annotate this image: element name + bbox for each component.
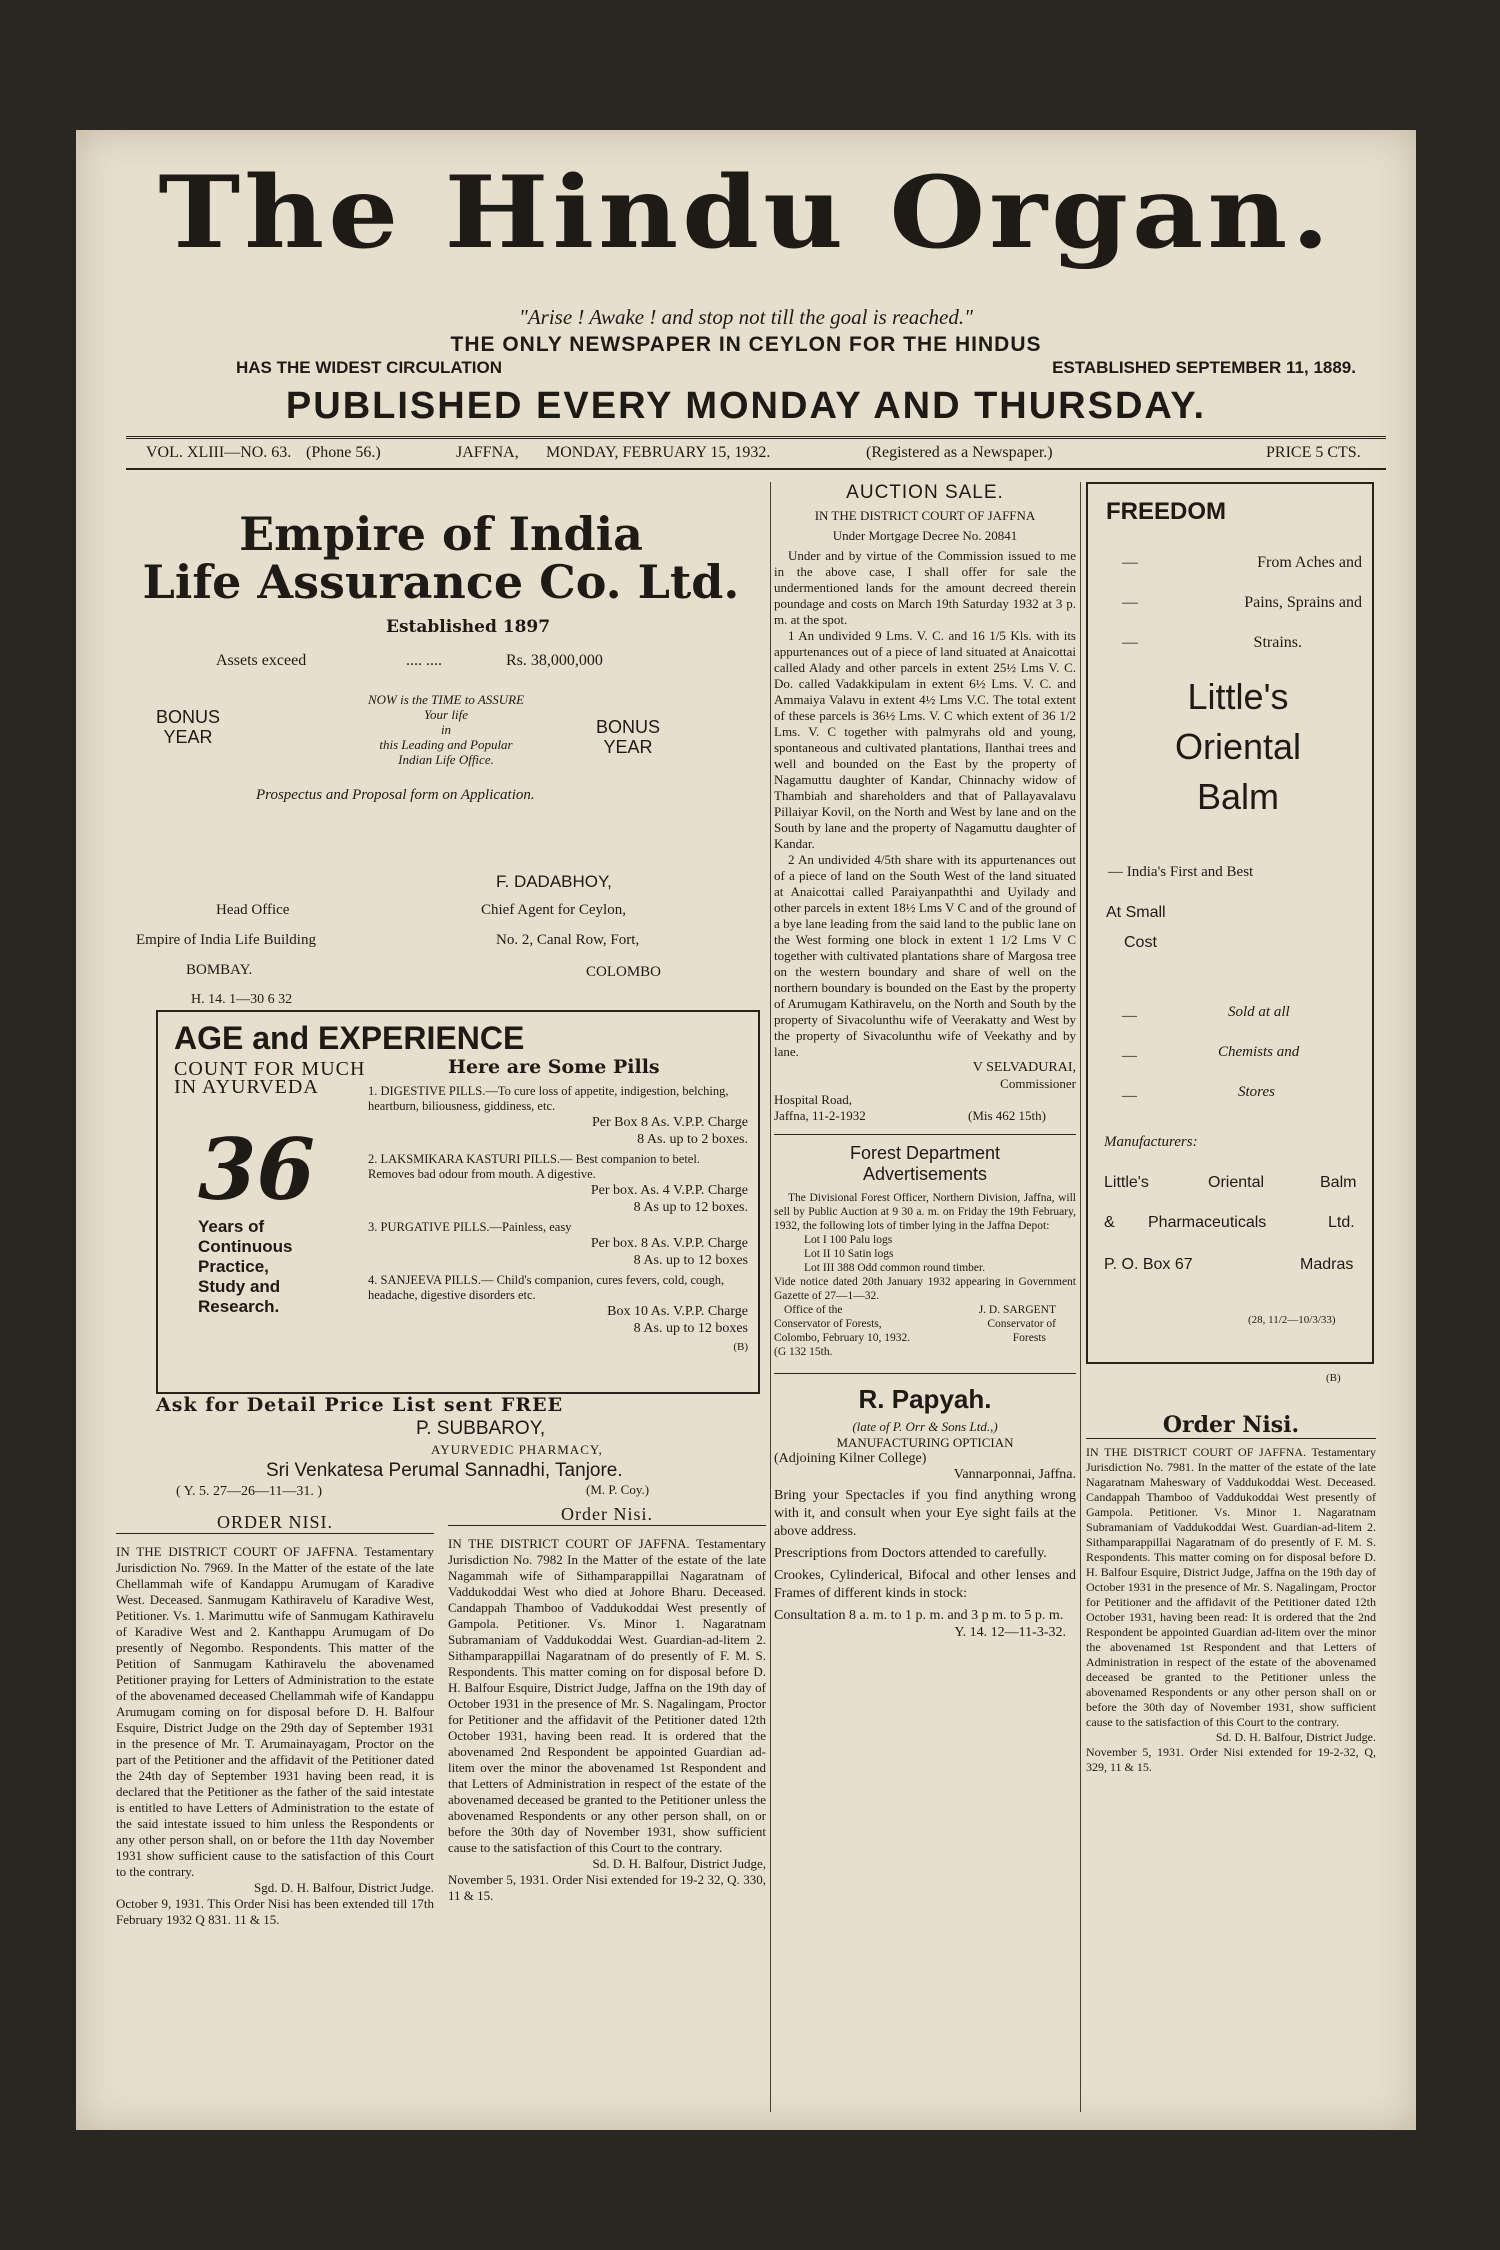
tagline: THE ONLY NEWSPAPER IN CEYLON FOR THE HINDUS bbox=[450, 333, 1042, 356]
product-name-2: Oriental bbox=[1174, 726, 1302, 767]
pill-price: Per box. 8 As. V.P.P. Charge bbox=[590, 1236, 748, 1251]
auction-body-2: 1 An undivided 9 Lms. V. C. and 16 1/5 Kls. with its appurtenances out of a piece of land situated at Anaicottai called Alady and other parcels in extent 25½ Lms V. C. Do. called Vadakkipulam in extent 6½ Lms. V. C. and Ammaiya Valavu in extent 4½ Lms V.C. The total extent of these parcels is 36½ Lms. V. C which extent of 36 1/2 Lms. V. C together with palmyrahs old and young, spontaneous and cultivated plantations, Ilanthai trees and well and bounded on the East by the property of Nagamuttu daughter of Kandar, Chinnachy widow of Thambiah and shareholders and that of Pallayavalavu Pillaiyar Kovil, on the North and West by lane and on the South by lane and the property of Nagamuttu daughter of Kandar. bbox=[774, 628, 1076, 851]
motto: "Arise ! Awake ! and stop not till the goal is reached." bbox=[519, 305, 973, 329]
auction-signer-title: Commissioner bbox=[1000, 1076, 1076, 1091]
circulation-text: HAS THE WIDEST CIRCULATION bbox=[236, 358, 503, 377]
mfr-6: Ltd. bbox=[1328, 1214, 1355, 1231]
freedom-title: FREEDOM bbox=[1106, 498, 1226, 525]
age-headline: AGE and EXPERIENCE bbox=[174, 1020, 525, 1056]
pill-price-note: 8 As. up to 2 boxes. bbox=[637, 1132, 748, 1147]
right-column bbox=[1086, 482, 1376, 2122]
newspaper-page bbox=[76, 130, 1416, 2130]
mfr-1: Little's bbox=[1104, 1174, 1149, 1191]
assets-label: Assets exceed bbox=[216, 652, 307, 669]
order-nisi-3 bbox=[1086, 1412, 1376, 1775]
head-office-city: BOMBAY. bbox=[186, 962, 253, 978]
assure-indian: Indian Life Office. bbox=[398, 752, 494, 767]
bonus-year-left: BONUS YEAR bbox=[156, 707, 221, 747]
product-name bbox=[1108, 672, 1368, 822]
freedom-line-2: — Pains, Sprains and bbox=[1122, 594, 1362, 611]
empire-title-line2: Life Assurance Co. Ltd. bbox=[142, 555, 740, 609]
order-nisi-2 bbox=[448, 1504, 766, 2054]
pill-item bbox=[368, 1084, 748, 1148]
auction-body-1: Under and by virtue of the Commission issued to me in the above case, I shall offer for sale the undermentioned lands for the amount decreed therein poundage and costs on March 19th Saturday 1932 at 3 p. m. at the spot. bbox=[774, 548, 1076, 627]
column-rule bbox=[1080, 482, 1081, 2112]
dash: — bbox=[1122, 1008, 1137, 1024]
papyah-late: (late of P. Orr & Sons Ltd.,) bbox=[852, 1419, 998, 1434]
dateline-rule bbox=[126, 468, 1386, 470]
forest-ref: (G 132 15th. bbox=[774, 1346, 833, 1358]
assets-dots: .... .... bbox=[406, 652, 442, 669]
order-nisi-body: IN THE DISTRICT COURT OF JAFFNA. Testamentary Jurisdiction No. 7969. In the Matter of the estate of the late Chellammah wife of Kandappu Arumugam of Karadive West. Deceased. Sanmugam Kathiravelu of Karadive West, Petitioner. Vs. 1. Marimuttu wife of Sanmugam Kathiravelu of Karadive West and 2. Kanthappu Arumugam of Do presently of Negombo. Respondents. This matter of the Petition of Sanmugam Kathiravelu the abovenamed Petitioner praying for Letters of Administration to the estate of the abovenamed deceased Chellammah wife of Kandappu Arumugam coming on for disposal before D. H. Balfour Esquire, District Judge on the 29th day of September 1931 in the presence of Mr. T. Arumainayagam, Proctor on the part of the Petitioner and the affidavit of the Petitioner dated the 24th day of September 1931 having been read, it is declared that the Petitioner as the father of the said intestate is entitled to have Letters of Administration to the estate of the said intestate issued to him unless the Respondents or any other person shall, on or before the 11th day November 1931 show sufficient cause to the satisfaction of this Court to the contrary. bbox=[116, 1544, 434, 1879]
forest-conservator: Conservator of Forests, bbox=[774, 1318, 882, 1330]
forest-office: Office of the bbox=[784, 1304, 843, 1316]
papyah-body-1: Bring your Spectacles if you find anything wrong with it, and consult when your Eye sight fails at the above address. bbox=[774, 1488, 1076, 1539]
pill-price: Box 10 As. V.P.P. Charge bbox=[607, 1304, 748, 1319]
pill-item bbox=[368, 1220, 748, 1269]
masthead-title: The Hindu Organ. bbox=[158, 154, 1334, 271]
volume-number: VOL. XLIII—NO. 63. bbox=[146, 444, 292, 461]
order-nisi-body: IN THE DISTRICT COURT OF JAFFNA. Testamentary Jurisdiction No. 7982 In the Matter of the estate of the late Nagammah wife of Sithamparappillai Nagaratnam of Vaddukoddai West who died at Johore Bharu. Deceased. Candappah Thamboo of Vaddukoddai West presently of Gampola. Petitioner. Vs. Minor 1. Nagaratnam Subramaniam of Vaddukoddai West. Guardian-ad-litem 2. Sithamparappillai Nagaratnam of do presently of F. M. S. Respondents. This matter coming on for disposal before D. H. Balfour Esquire, District Judge, Jaffna on the 19th day of October 1931 in the presence of Mr. S. Nagalingam, Proctor for Petitioner and the affidavit of the Petitioner dated 12th October 1931, having been read. It is ordered that the abovenamed 2nd Respondent be appointed Guardian ad-litem over the minor the abovenamed 1st Respondent and that Letters of Administration in respect of the estate of the abovenamed deceased be granted to the Petitioner unless the abovenamed Respondents or any other person shall, on or before the 30th day of November 1931, show sufficient cause to the satisfaction of this Court to the contrary. bbox=[448, 1536, 766, 1855]
empire-established: Established 1897 bbox=[386, 617, 551, 637]
ad-mark: (B) bbox=[733, 1341, 748, 1353]
agent-name: F. DADABHOY, bbox=[496, 872, 612, 891]
dateline-place: JAFFNA, bbox=[456, 444, 519, 461]
forest-date: Colombo, February 10, 1932. bbox=[774, 1332, 911, 1344]
price-list-offer: Ask for Detail Price List sent FREE bbox=[156, 1394, 564, 1416]
pill-item bbox=[368, 1273, 748, 1337]
order-nisi-heading: Order Nisi. bbox=[448, 1504, 766, 1526]
age-subhead-2: IN AYURVEDA bbox=[174, 1076, 319, 1098]
cost: Cost bbox=[1124, 934, 1157, 951]
order-nisi-body: IN THE DISTRICT COURT OF JAFFNA. Testamentary Jurisdiction No. 7981. In the matter of the estate of the late Nagaratnam Maheswary of Vaddukoddai West. Deceased. Candappah Thamboo of Vaddukoddai West presently of Gampola. Petitioner. Vs. Minor 1. Nagaratnam Subramaniam of Vaddukoddai West. Guardian-ad-litem 2. Sithamparappillai Nagaratnam of do presently of F. M. S. Respondents. This matter coming on for disposal before D. H. Balfour Esquire, District Judge, Jaffna on the 19th day of October 1931 in the presence of Mr. S. Nagalingam, Proctor for Petitioner and the affidavit of the Petitioner dated 12th October 1931, having been read: It is ordered that the 2nd Respondent be appointed Guardian ad-litem over the minor the abovenamed 1st Respondent and that Letters of Administration in respect of the estate of the abovenamed deceased be granted to the Petitioner unless the abovenamed Respondents or any other person shall on or before the 30th day of November 1931, show sufficient cause to the satisfaction of this Court to the contrary. bbox=[1086, 1445, 1376, 1729]
assure-your-life: Your life bbox=[424, 707, 468, 722]
forest-lots bbox=[774, 1233, 1076, 1275]
ad-mark: (B) bbox=[1326, 1372, 1341, 1384]
pill-price: Per Box 8 As. V.P.P. Charge bbox=[592, 1115, 748, 1130]
pills-list bbox=[368, 1056, 748, 1353]
prospectus-note: Prospectus and Proposal form on Application. bbox=[256, 787, 535, 803]
papyah-name: R. Papyah. bbox=[858, 1384, 992, 1414]
established-text: ESTABLISHED SEPTEMBER 11, 1889. bbox=[1052, 358, 1356, 377]
empire-ref: H. 14. 1—30 6 32 bbox=[191, 992, 293, 1007]
auction-decree: Under Mortgage Decree No. 20841 bbox=[832, 528, 1018, 543]
dash: — bbox=[1122, 1088, 1137, 1104]
mfr-box: P. O. Box 67 bbox=[1104, 1256, 1193, 1273]
ayurveda-ref-2: (M. P. Coy.) bbox=[586, 1482, 650, 1497]
forest-ad bbox=[774, 1134, 1076, 1359]
auction-address-row bbox=[774, 1108, 1076, 1124]
ayurveda-ad bbox=[156, 1010, 760, 1394]
pharmacy-owner: P. SUBBAROY, bbox=[416, 1418, 546, 1439]
phone-number: (Phone 56.) bbox=[306, 444, 381, 461]
forest-conservator-2: Conservator of bbox=[987, 1318, 1056, 1330]
pill-description: 4. SANJEEVA PILLS.— Child's companion, cures fevers, cold, cough, headache, digestive disorders etc. bbox=[368, 1273, 725, 1302]
order-nisi-footer: October 9, 1931. This Order Nisi has been extended till 17th February 1932 Q 831. 11 & 15. bbox=[116, 1896, 434, 1927]
product-name-1: Little's bbox=[1187, 676, 1289, 717]
forest-heading-2: Advertisements bbox=[862, 1164, 988, 1184]
registered-note: (Registered as a Newspaper.) bbox=[866, 444, 1053, 461]
auction-heading: AUCTION SALE. bbox=[846, 482, 1004, 503]
freedom-ad bbox=[1086, 482, 1374, 1364]
freedom-text: Pains, Sprains and bbox=[1244, 594, 1362, 611]
forest-lot: Lot I 100 Palu logs bbox=[804, 1234, 893, 1246]
head-office-label: Head Office bbox=[216, 902, 290, 918]
order-nisi-heading: Order Nisi. bbox=[1086, 1412, 1376, 1439]
age-subhead bbox=[174, 1060, 365, 1096]
agent-address: No. 2, Canal Row, Fort, bbox=[496, 932, 640, 948]
forest-body: The Divisional Forest Officer, Northern Division, Jaffna, will sell by Public Auction at 9 30 a. m. on Friday the 19th February, 1932, the following lots of timber lying in the Jaffna Depot: bbox=[774, 1192, 1076, 1232]
manufacturers-label: Manufacturers: bbox=[1104, 1134, 1198, 1150]
pill-price-note: 8 As up to 12 boxes. bbox=[633, 1200, 748, 1215]
auction-signer: V SELVADURAI, bbox=[972, 1060, 1076, 1075]
stores: Stores bbox=[1238, 1084, 1275, 1100]
forest-heading-1: Forest Department bbox=[849, 1143, 1001, 1163]
assure-block bbox=[346, 692, 546, 767]
papyah-ad bbox=[774, 1373, 1076, 1641]
assure-now: NOW is the TIME to ASSURE bbox=[367, 692, 525, 707]
papyah-place: Vannarponnai, Jaffna. bbox=[953, 1467, 1076, 1482]
papyah-mfg: MANUFACTURING OPTICIAN bbox=[836, 1435, 1014, 1450]
pill-price-note: 8 As. up to 12 boxes bbox=[633, 1253, 748, 1268]
published-line: PUBLISHED EVERY MONDAY AND THURSDAY. bbox=[285, 385, 1207, 427]
column-rule bbox=[770, 482, 771, 2112]
header-rule bbox=[126, 436, 1386, 439]
chemists: Chemists and bbox=[1218, 1044, 1300, 1060]
pill-price: Per box. As. 4 V.P.P. Charge bbox=[590, 1183, 748, 1198]
sold-at-all: Sold at all bbox=[1228, 1004, 1290, 1020]
freedom-ref: (28, 11/2—10/3/33) bbox=[1248, 1314, 1336, 1326]
assets-value: Rs. 38,000,000 bbox=[506, 652, 603, 669]
years-text: Years of Continuous Practice, Study and Research. bbox=[198, 1217, 293, 1316]
papyah-college: (Adjoining Kilner College) bbox=[774, 1451, 927, 1466]
papyah-body-3: Crookes, Cylinderical, Bifocal and other lenses and Frames of different kinds in stock: bbox=[774, 1568, 1076, 1601]
at-small: At Small bbox=[1106, 904, 1166, 921]
auction-body-3: 2 An undivided 4/5th share with its appurtenances out of a piece of land on the South West of the land situated at Anaicottai called Paraiyanpaththi and Uyilady and other parcels in extent 18½ Lms V C and of the ground of a bye lane leading from the said land to the public lane on the West forming one block in extent 1 1/2 Lms V C together with cultivated plantations share of Margosa tree on the western boundary and share of well on the northern boundary is bounded on the East by the property of Arumugam Kathiravelu, on the North and South by the property of Sivacolunthu wife of Veerakatty and West by the property of Sivacolunthu wife of Veekathy and by lane. bbox=[774, 852, 1076, 1059]
pill-description: 3. PURGATIVE PILLS.—Painless, easy bbox=[368, 1220, 572, 1234]
pill-description: 1. DIGESTIVE PILLS.—To cure loss of appetite, indigestion, belching, heartburn, biliousness, giddiness, etc. bbox=[368, 1084, 729, 1113]
age-subhead-1: COUNT FOR MUCH bbox=[174, 1058, 366, 1080]
pharmacy-address: Sri Venkatesa Perumal Sannadhi, Tanjore. bbox=[266, 1460, 623, 1481]
forest-notice: Vide notice dated 20th January 1932 appearing in Government Gazette of 27—1—32. bbox=[774, 1276, 1076, 1302]
pills-heading: Here are Some Pills bbox=[448, 1056, 660, 1078]
mfr-4: & bbox=[1104, 1214, 1115, 1231]
pill-description: 2. LAKSMIKARA KASTURI PILLS.— Best companion to betel. Removes bad odour from mouth. A digestive. bbox=[368, 1152, 700, 1181]
assure-leading: this Leading and Popular bbox=[379, 737, 513, 752]
head-office-building: Empire of India Life Building bbox=[136, 932, 316, 948]
masthead-area bbox=[76, 130, 1416, 475]
pill-item bbox=[368, 1152, 748, 1216]
freedom-line-1: — From Aches and bbox=[1122, 554, 1362, 571]
auction-address-2: Jaffna, 11-2-1932 bbox=[774, 1108, 866, 1123]
papyah-consultation: Consultation 8 a. m. to 1 p. m. and 3 p m. to 5 p. m. bbox=[774, 1608, 1064, 1623]
pharmacy-name: AYURVEDIC PHARMACY, bbox=[431, 1442, 603, 1457]
freedom-text: Strains. bbox=[1253, 634, 1302, 651]
issue-date: MONDAY, FEBRUARY 15, 1932. bbox=[546, 444, 771, 461]
auction-court: IN THE DISTRICT COURT OF JAFFNA bbox=[814, 508, 1036, 523]
dash: — bbox=[1122, 1048, 1137, 1064]
mfr-city: Madras bbox=[1300, 1256, 1354, 1273]
order-nisi-signature: Sd. D. H. Balfour, District Judge. bbox=[1215, 1730, 1376, 1744]
mfr-2: Oriental bbox=[1208, 1174, 1265, 1191]
agent-city: COLOMBO bbox=[586, 964, 662, 980]
india-best: — India's First and Best bbox=[1108, 864, 1254, 880]
forest-signature-block bbox=[774, 1303, 1076, 1359]
freedom-line-3: — Strains. bbox=[1122, 634, 1302, 651]
mfr-3: Balm bbox=[1320, 1174, 1357, 1191]
order-nisi-signature: Sgd. D. H. Balfour, District Judge. bbox=[253, 1880, 434, 1895]
product-name-3: Balm bbox=[1196, 776, 1280, 817]
order-nisi-signature: Sd. D. H. Balfour, District Judge, bbox=[592, 1856, 766, 1871]
assure-in: in bbox=[440, 722, 452, 737]
price: PRICE 5 CTS. bbox=[1266, 444, 1361, 461]
forest-lot: Lot III 388 Odd common round timber. bbox=[804, 1262, 986, 1274]
left-column bbox=[116, 482, 766, 2122]
auction-ref: (Mis 462 15th) bbox=[968, 1108, 1046, 1123]
empire-title-line1: Empire of India bbox=[239, 507, 643, 561]
mfr-5: Pharmaceuticals bbox=[1148, 1214, 1267, 1231]
order-nisi-1 bbox=[116, 1512, 434, 2052]
papyah-ref: Y. 14. 12—11-3-32. bbox=[954, 1625, 1066, 1640]
forest-lot: Lot II 10 Satin logs bbox=[804, 1248, 894, 1260]
bonus-year-right: BONUS YEAR bbox=[596, 717, 661, 757]
order-nisi-footer: November 5, 1931. Order Nisi extended for 19-2-32, Q, 329, 11 & 15. bbox=[1086, 1745, 1376, 1774]
order-nisi-heading: ORDER NISI. bbox=[116, 1512, 434, 1534]
auction-address-1: Hospital Road, bbox=[774, 1092, 852, 1107]
freedom-text: From Aches and bbox=[1257, 554, 1362, 571]
middle-column bbox=[774, 482, 1076, 2122]
agent-title: Chief Agent for Ceylon, bbox=[481, 902, 626, 918]
ayurveda-ref: ( Y. 5. 27—26—11—31. ) bbox=[176, 1484, 323, 1499]
forest-forests: Forests bbox=[1012, 1332, 1046, 1344]
forest-officer: J. D. SARGENT bbox=[978, 1304, 1056, 1316]
empire-title bbox=[116, 507, 766, 609]
pill-price-note: 8 As. up to 12 boxes bbox=[633, 1321, 748, 1336]
years-number: 36 bbox=[198, 1120, 315, 1219]
papyah-body-2: Prescriptions from Doctors attended to carefully. bbox=[774, 1546, 1047, 1561]
order-nisi-footer: November 5, 1931. Order Nisi extended for 19-2 32, Q. 330, 11 & 15. bbox=[448, 1872, 766, 1903]
